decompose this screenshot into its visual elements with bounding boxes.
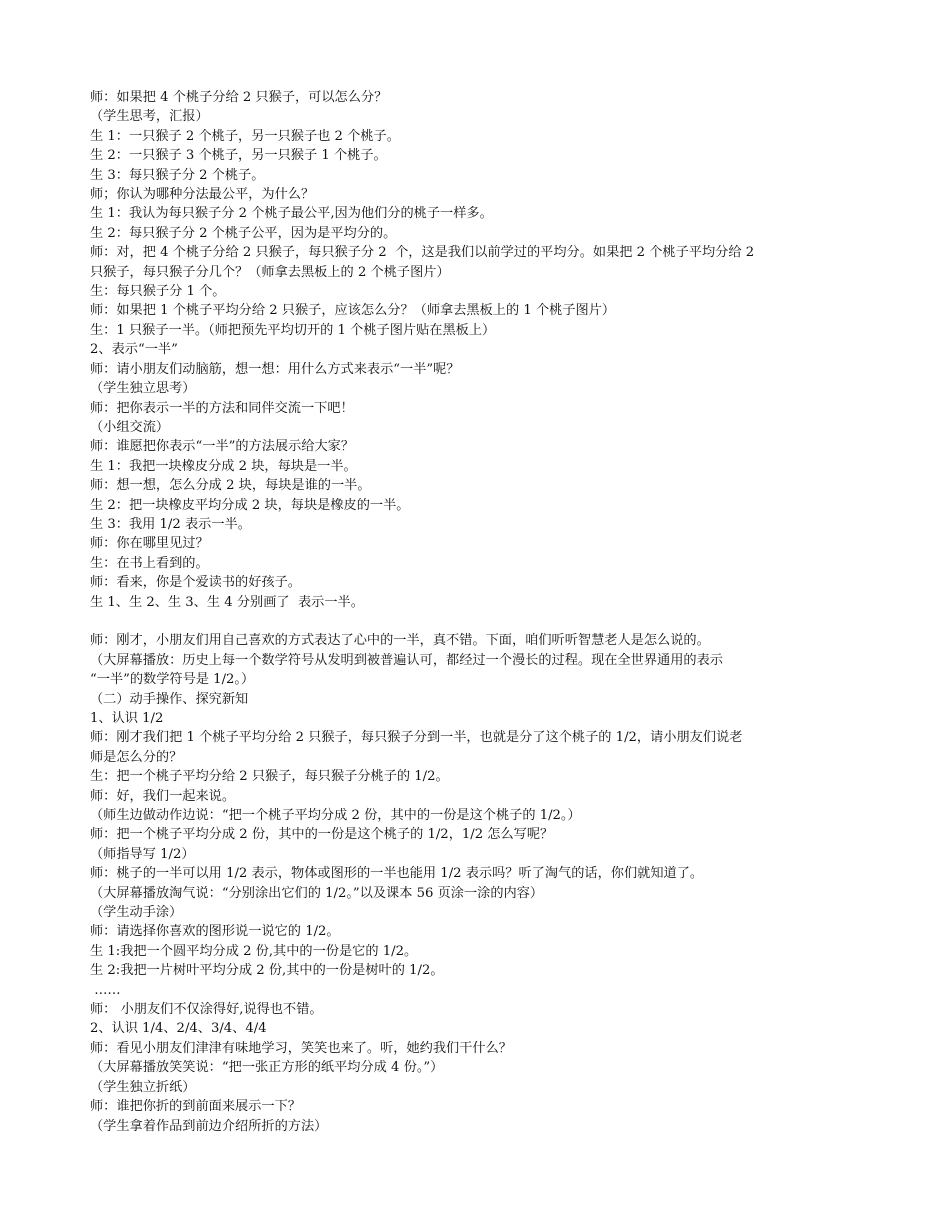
text-line: 生：在书上看到的。 bbox=[90, 555, 209, 571]
text-line: 师：谁愿把你表示“一半”的方法展示给大家？ bbox=[90, 439, 355, 455]
text-line: 师：桃子的一半可以用 1/2 表示，物体或图形的一半也能用 1/2 表示吗？听了淘气的话，你们就知道了。 bbox=[90, 866, 704, 882]
text-line: （大屏幕播放笑笑说：“把一张正方形的纸平均分成 4 份。”） bbox=[90, 1060, 444, 1076]
text-line: （学生独立折纸） bbox=[90, 1079, 196, 1095]
text-line: 生 3：我用 1/2 表示一半。 bbox=[90, 516, 251, 532]
text-line: （师指导写 1/2） bbox=[90, 846, 195, 862]
text-line: 生 2：一只猴子 3 个桃子，另一只猴子 1 个桃子。 bbox=[90, 148, 387, 164]
text-line: 2、认识 1/4、2/4、3/4、4/4 bbox=[90, 1021, 267, 1037]
text-line: 生 2：把一块橡皮平均分成 2 块，每块是橡皮的一半。 bbox=[90, 497, 410, 513]
text-line: 师是怎么分的？ bbox=[90, 749, 183, 765]
text-line: 师：对，把 4 个桃子分给 2 只猴子，每只猴子分 2 个，这是我们以前学过的平均分。如果把 2 个桃子平均分给 2 bbox=[90, 245, 755, 261]
text-line: 生 3：每只猴子分 2 个桃子。 bbox=[90, 167, 265, 183]
text-line: 师：把你表示一半的方法和同伴交流一下吧！ bbox=[90, 400, 354, 416]
text-line: （学生拿着作品到前边介绍所折的方法） bbox=[90, 1118, 328, 1134]
text-line: 师：如果把 1 个桃子平均分给 2 只猴子，应该怎么分？（师拿去黑板上的 1 个桃子图片） bbox=[90, 303, 616, 319]
text-line: （学生独立思考） bbox=[90, 381, 196, 397]
text-line: …… bbox=[90, 982, 121, 998]
text-line: 师：请小朋友们动脑筋，想一想：用什么方式来表示“一半”呢？ bbox=[90, 361, 460, 377]
document-body bbox=[90, 88, 870, 1136]
text-line: 生：把一个桃子平均分给 2 只猴子，每只猴子分桃子的 1/2。 bbox=[90, 769, 449, 785]
text-line: 生 2:我把一片树叶平均分成 2 份,其中的一份是树叶的 1/2。 bbox=[90, 963, 444, 979]
text-line: 师：谁把你折的到前面来展示一下？ bbox=[90, 1099, 301, 1115]
text-line: 师：把一个桃子平均分成 2 份，其中的一份是这个桃子的 1/2，1/2 怎么写呢？ bbox=[90, 827, 554, 843]
text-line: “一半”的数学符号是 1/2。） bbox=[90, 672, 255, 688]
text-line: 师： 小朋友们不仅涂得好,说得也不错。 bbox=[90, 1002, 323, 1018]
text-line: 1、认识 1/2 bbox=[90, 710, 164, 726]
text-line: （师生边做动作边说：“把一个桃子平均分成 2 份，其中的一份是这个桃子的 1/2。） bbox=[90, 808, 581, 824]
text-line: 师：请选择你喜欢的图形说一说它的 1/2。 bbox=[90, 924, 340, 940]
text-line: 生 1：我把一块橡皮分成 2 块，每块是一半。 bbox=[90, 458, 357, 474]
text-line: 师：看来，你是个爱读书的好孩子。 bbox=[90, 575, 301, 591]
text-line: 2、表示“一半” bbox=[90, 342, 178, 358]
text-line: （学生动手涂） bbox=[90, 905, 183, 921]
text-line: 师：看见小朋友们津津有味地学习，笑笑也来了。听，她约我们干什么？ bbox=[90, 1040, 512, 1056]
text-line: 师：好，我们一起来说。 bbox=[90, 788, 236, 804]
text-line: （小组交流） bbox=[90, 419, 170, 435]
text-line: 生 1：我认为每只猴子分 2 个桃子最公平,因为他们分的桃子一样多。 bbox=[90, 206, 493, 222]
text-line: 生 1:我把一个圆平均分成 2 份,其中的一份是它的 1/2。 bbox=[90, 943, 418, 959]
text-line: 师：刚才，小朋友们用自己喜欢的方式表达了心中的一半，真不错。下面，咱们听听智慧老人是怎么说的。 bbox=[90, 633, 710, 649]
text-line: 生 1：一只猴子 2 个桃子，另一只猴子也 2 个桃子。 bbox=[90, 128, 400, 144]
text-line: 生 1、生 2、生 3、生 4 分别画了 表示一半。 bbox=[90, 594, 364, 610]
text-line: 师：如果把 4 个桃子分给 2 只猴子，可以怎么分？ bbox=[90, 90, 388, 105]
text-line: 师：想一想，怎么分成 2 块，每块是谁的一半。 bbox=[90, 478, 371, 494]
text-line: 生：1 只猴子一半。（师把预先平均切开的 1 个桃子图片贴在黑板上） bbox=[90, 322, 496, 338]
blank-line bbox=[90, 612, 870, 631]
text-line: 只猴子，每只猴子分几个？（师拿去黑板上的 2 个桃子图片） bbox=[90, 264, 450, 280]
text-line: 生 2：每只猴子分 2 个桃子公平，因为是平均分的。 bbox=[90, 225, 397, 241]
text-line: （学生思考，汇报） bbox=[90, 109, 209, 125]
text-line: （二）动手操作、探究新知 bbox=[90, 691, 249, 707]
text-line: 师：刚才我们把 1 个桃子平均分给 2 只猴子，每只猴子分到一半，也就是分了这个桃子的 1/2，请小朋友们说老 bbox=[90, 730, 743, 746]
text-line: 生：每只猴子分 1 个。 bbox=[90, 284, 226, 300]
text-line: 师；你认为哪种分法最公平，为什么？ bbox=[90, 187, 315, 203]
text-line: （大屏幕播放：历史上每一个数学符号从发明到被普遍认可，都经过一个漫长的过程。现在全世界通用的表示 bbox=[90, 652, 723, 668]
text-line: （大屏幕播放淘气说：“分别涂出它们的 1/2。”以及课本 56 页涂一涂的内容） bbox=[90, 885, 544, 901]
text-line: 师：你在哪里见过？ bbox=[90, 536, 209, 552]
